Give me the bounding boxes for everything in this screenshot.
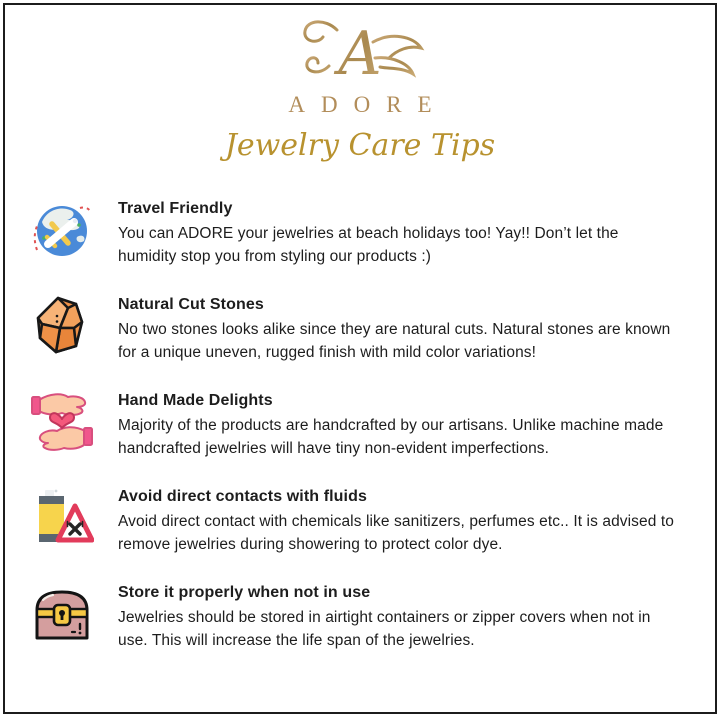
page-title: Jewelry Care Tips	[224, 128, 496, 163]
gemstone-icon	[30, 294, 94, 358]
tip-title: Travel Friendly	[118, 200, 233, 217]
tip-title: Hand Made Delights	[118, 392, 273, 409]
brand-name: ADORE	[288, 92, 448, 117]
airplane-globe-icon	[30, 198, 94, 262]
tip-row-store-properly	[30, 581, 694, 652]
tip-body: Avoid direct contact with chemicals like sanitizers, perfumes etc.. It is advised to remove jewelries during showering to protect color dye.	[118, 513, 675, 553]
bottle-warning-icon	[30, 486, 94, 550]
hands-heart-icon	[30, 390, 94, 454]
tip-row-hand-made-delights	[30, 389, 694, 460]
tip-title: Avoid direct contacts with fluids	[118, 488, 367, 505]
tip-title: Store it properly when not in use	[118, 584, 371, 601]
tip-title: Natural Cut Stones	[118, 296, 264, 313]
brand-header	[0, 0, 720, 163]
adore-monogram-icon	[275, 14, 445, 88]
tip-body: No two stones looks alike since they are natural cuts. Natural stones are known for a unique uneven, rugged finish with mild color variations!	[118, 321, 671, 361]
tip-text-block	[118, 389, 674, 460]
svg-text:A: A	[338, 19, 382, 88]
tip-text-block	[118, 581, 674, 652]
tip-body: Jewelries should be stored in airtight containers or zipper covers when not in use. This will increase the life span of the jewelries.	[118, 609, 651, 649]
tip-body: You can ADORE your jewelries at beach holidays too! Yay!! Don’t let the humidity stop you from styling our products :)	[118, 225, 619, 265]
tip-row-natural-cut-stones	[30, 293, 694, 364]
tip-text-block	[118, 197, 674, 268]
tip-text-block	[118, 485, 674, 556]
tip-row-avoid-fluids	[30, 485, 694, 556]
tip-text-block	[118, 293, 674, 364]
tip-row-travel-friendly	[30, 197, 694, 268]
tip-body: Majority of the products are handcrafted by our artisans. Unlike machine made handcrafted jewelries will have tiny non-evident imperfections.	[118, 417, 664, 457]
tips-list	[30, 197, 694, 652]
treasure-chest-icon	[30, 582, 94, 646]
